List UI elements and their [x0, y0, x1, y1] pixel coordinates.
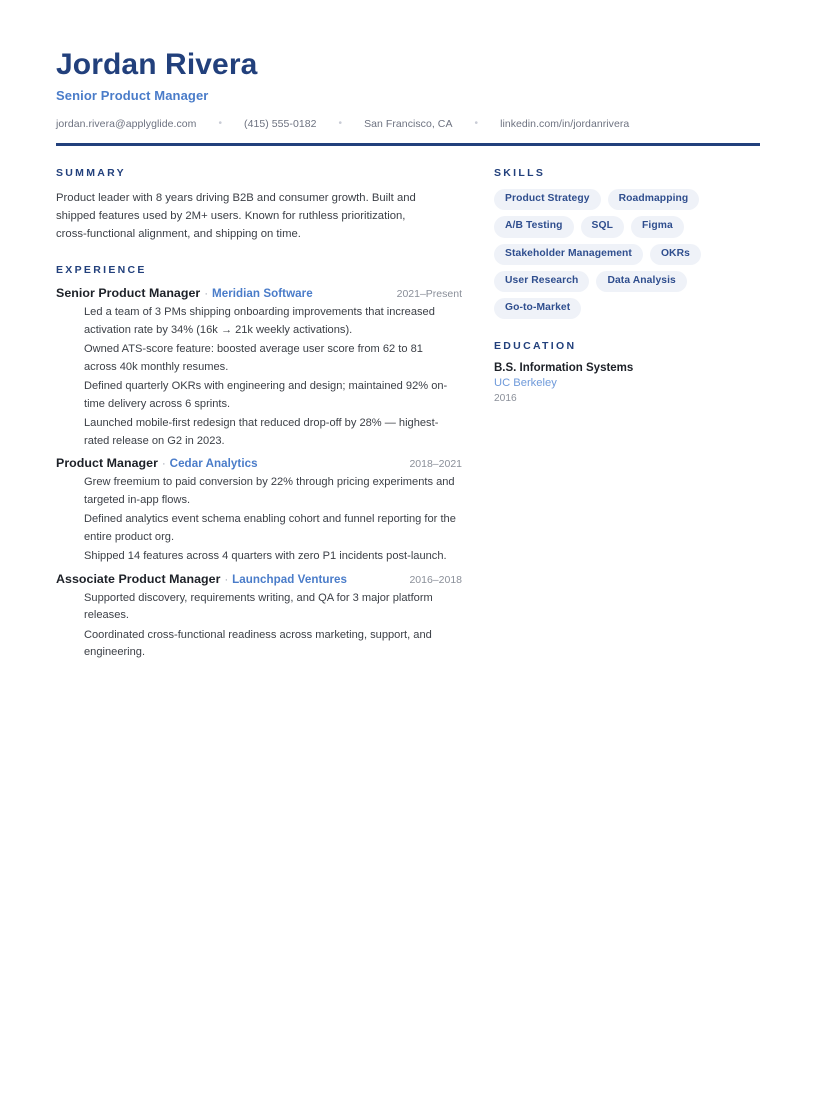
experience-bullet: Coordinated cross-functional readiness across marketing, support, and engineering.	[84, 628, 432, 659]
skill-chip[interactable]: OKRs	[650, 244, 701, 265]
experience-entry-header	[56, 572, 462, 586]
education-year: 2016	[494, 393, 517, 405]
skills-section	[494, 167, 760, 319]
experience-section	[56, 264, 468, 662]
skill-chip[interactable]: Product Strategy	[494, 189, 601, 210]
experience-bullet: Launched mobile-first redesign that reduced drop-off by 28% — highest-rated release on G2 in 2023.	[84, 417, 439, 447]
resume-body	[56, 167, 760, 662]
contact-separator-dot: •	[474, 118, 479, 129]
right-column	[494, 167, 760, 404]
experience-bullet: Led a team of 3 PMs shipping onboarding improvements that increased activation rate by 34% (16k → 21k weekly activations).	[84, 306, 435, 336]
summary-text: Product leader with 8 years driving B2B and consumer growth. Built and shipped features used by 2M+ users. Known for ruthless prioritization, cross-functional alignment, and shipping on time.	[56, 192, 416, 241]
skill-chip[interactable]: SQL	[581, 216, 624, 237]
experience-entry	[56, 572, 468, 662]
summary-section	[56, 167, 468, 243]
experience-job-title: Associate Product Manager	[56, 571, 221, 586]
experience-bullet: Defined analytics event schema enabling cohort and funnel reporting for the entire product org.	[84, 513, 456, 543]
experience-entry-header	[56, 456, 462, 470]
skill-chip[interactable]: Roadmapping	[608, 189, 700, 210]
skill-chip[interactable]: User Research	[494, 271, 589, 292]
skill-chip[interactable]: A/B Testing	[494, 216, 574, 237]
candidate-headline: Senior Product Manager	[56, 88, 209, 103]
experience-entry	[56, 456, 468, 566]
experience-bullet: Defined quarterly OKRs with engineering and design; maintained 92% on-time delivery across 6 sprints.	[84, 380, 448, 410]
experience-company-name[interactable]: Cedar Analytics	[169, 457, 258, 471]
experience-entry-title-group	[56, 286, 313, 300]
summary-section-title: SUMMARY	[56, 167, 126, 179]
contact-separator-dot: •	[218, 118, 223, 129]
education-degree: B.S. Information Systems	[494, 362, 634, 375]
experience-entry-title-group	[56, 456, 258, 470]
experience-list	[56, 286, 468, 662]
experience-bullet-list	[56, 590, 468, 662]
experience-bullet: Owned ATS-score feature: boosted average user score from 62 to 81 across 40k monthly resumes.	[84, 343, 423, 373]
education-list	[494, 362, 760, 404]
skill-chip[interactable]: Figma	[631, 216, 684, 237]
experience-date-range: 2018–2021	[409, 458, 462, 471]
skill-chip[interactable]: Go-to-Market	[494, 298, 581, 319]
experience-section-title: EXPERIENCE	[56, 264, 147, 277]
experience-bullet: Supported discovery, requirements writing, and QA for 3 major platform releases.	[84, 591, 433, 622]
contact-location: San Francisco, CA	[364, 118, 453, 130]
title-company-separator: ·	[224, 573, 229, 586]
contact-link[interactable]: linkedin.com/in/jordanrivera	[500, 118, 630, 130]
experience-entry-header	[56, 286, 462, 300]
candidate-name: Jordan Rivera	[56, 48, 258, 81]
title-company-separator: ·	[161, 458, 166, 471]
skill-chip[interactable]: Data Analysis	[596, 271, 686, 292]
education-school[interactable]: UC Berkeley	[494, 377, 557, 390]
experience-bullet: Grew freemium to paid conversion by 22% through pricing experiments and targeted in-app flows.	[84, 476, 455, 506]
experience-date-range: 2016–2018	[409, 573, 462, 586]
skills-section-title: SKILLS	[494, 167, 546, 179]
experience-entry-title-group	[56, 572, 347, 586]
left-column	[56, 167, 468, 662]
experience-company-name[interactable]: Meridian Software	[211, 287, 313, 301]
resume-header	[56, 44, 760, 146]
header-divider	[56, 143, 760, 146]
education-section-title: EDUCATION	[494, 340, 577, 353]
experience-job-title: Senior Product Manager	[56, 286, 201, 301]
title-company-separator: ·	[204, 288, 208, 301]
experience-bullet-list	[56, 474, 468, 566]
contact-phone: (415) 555-0182	[244, 118, 317, 130]
experience-entry	[56, 286, 468, 450]
experience-job-title: Product Manager	[56, 456, 158, 471]
experience-company-name[interactable]: Launchpad Ventures	[232, 572, 348, 586]
experience-date-range: 2021–Present	[396, 288, 462, 301]
skill-chip[interactable]: Stakeholder Management	[494, 244, 643, 265]
contact-line	[56, 118, 760, 130]
education-section	[494, 340, 760, 404]
contact-email[interactable]: jordan.rivera@applyglide.com	[56, 118, 197, 130]
experience-bullet-list	[56, 304, 468, 450]
experience-bullet: Shipped 14 features across 4 quarters with zero P1 incidents post-launch.	[84, 550, 447, 563]
contact-separator-dot: •	[338, 118, 343, 129]
education-entry	[494, 362, 760, 404]
skills-chip-list	[494, 189, 760, 319]
